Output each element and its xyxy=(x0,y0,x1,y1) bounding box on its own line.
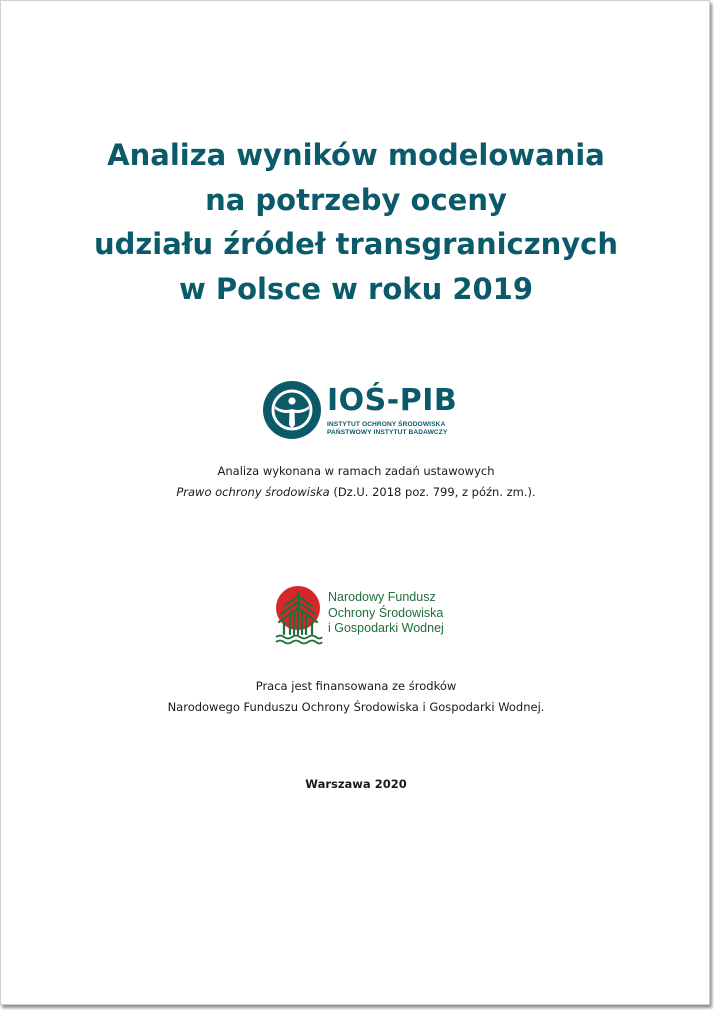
place-and-date: Warszawa 2020 xyxy=(305,777,407,791)
ios-pib-subtitle-1: INSTYTUT OCHRONY ŚRODOWISKA xyxy=(327,421,446,428)
statutory-note-line-2 xyxy=(1,482,711,503)
nfosigw-logo xyxy=(272,586,452,648)
nfosigw-name-line-1: Narodowy Fundusz xyxy=(328,590,436,604)
law-reference: (Dz.U. 2018 poz. 799, z późn. zm.). xyxy=(329,485,536,499)
funding-note xyxy=(1,676,711,718)
nfosigw-name-line-2: Ochrony Środowiska xyxy=(328,605,444,620)
nfosigw-name xyxy=(328,590,444,637)
title-line-2: na potrzeby oceny xyxy=(205,182,507,217)
ios-pib-logo xyxy=(263,381,463,441)
ios-pib-wordmark: IOŚ-PIB xyxy=(327,383,458,418)
statutory-note-line-1: Analiza wykonana w ramach zadań ustawowych xyxy=(217,464,495,478)
funding-note-line-2: Narodowego Funduszu Ochrony Środowiska i Gospodarki Wodnej. xyxy=(167,700,545,714)
funding-note-line-1: Praca jest finansowana ze środków xyxy=(255,679,457,693)
ios-pib-emblem-icon xyxy=(263,381,321,439)
title-line-1: Analiza wyników modelowania xyxy=(107,138,605,172)
title-line-3: udziału źródeł transgranicznych xyxy=(94,227,618,261)
document-title xyxy=(1,133,711,311)
title-line-4: w Polsce w roku 2019 xyxy=(178,271,534,306)
nfosigw-name-line-3: i Gospodarki Wodnej xyxy=(328,621,444,635)
law-title: Prawo ochrony środowiska xyxy=(176,485,330,499)
ios-pib-subtitle-2: PAŃSTWOWY INSTYTUT BADAWCZY xyxy=(327,429,448,436)
nfosigw-emblem-icon xyxy=(272,586,324,648)
statutory-note xyxy=(1,461,711,503)
